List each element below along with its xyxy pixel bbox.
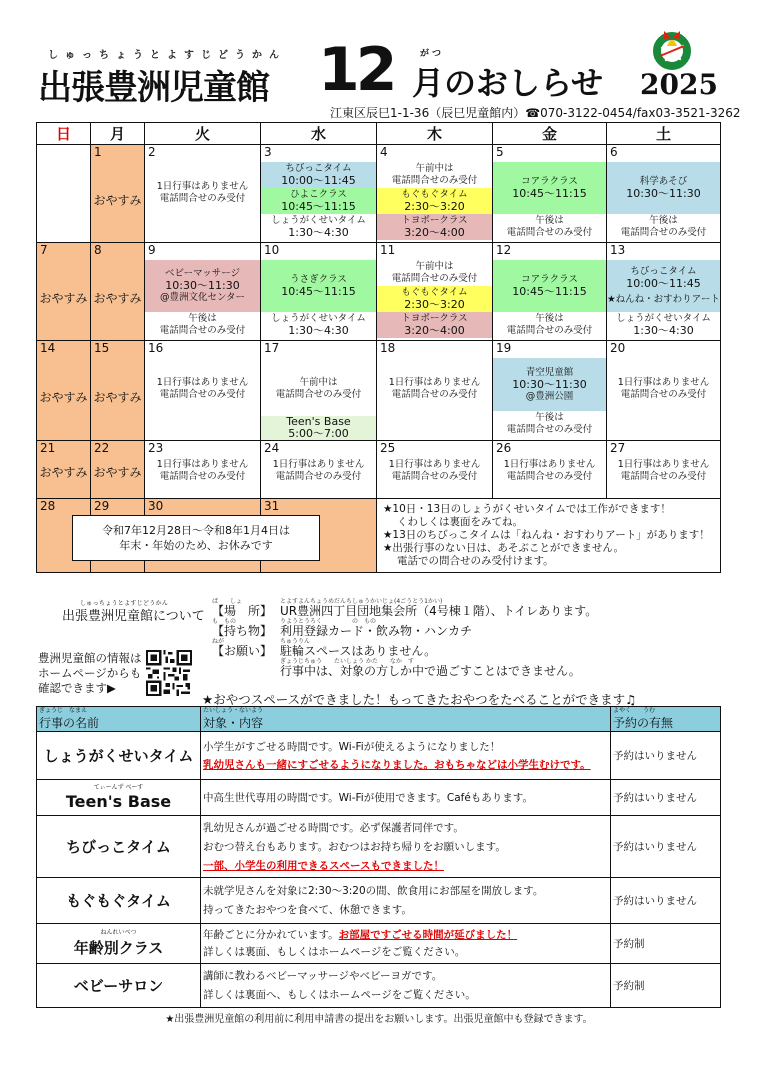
day-number: 15 — [94, 341, 110, 355]
note-line: ★13日のちびっこタイムは「ねんね・おすわりアート」があります！ — [383, 529, 710, 541]
phone-only-text: 電話問合せのみ受付 — [620, 471, 707, 482]
event-time: 10:30～11:30 — [626, 187, 701, 200]
header-furigana: たいしょう・ないよう — [203, 707, 264, 714]
no-event-text: 1日行事はありません — [388, 377, 481, 388]
event-time: 10:45～11:15 — [281, 200, 356, 213]
event-name-cell — [37, 816, 201, 878]
info-row-place — [212, 598, 732, 618]
event-koala — [493, 260, 606, 312]
event-place: @豊洲文化センター — [159, 292, 246, 303]
event-content-cell — [201, 924, 611, 964]
qr-code-icon[interactable] — [146, 650, 192, 696]
no-event-text: 1日行事はありません — [156, 459, 249, 470]
info-value: UR豊洲四丁目団地集会所（4号棟１階）、トイレあります。 — [280, 604, 598, 618]
pm-phone-only — [493, 312, 606, 338]
day-cell-13 — [607, 243, 721, 341]
table-row — [37, 964, 721, 1008]
event-name: しょうがくせいタイム — [271, 215, 366, 226]
event-koala — [493, 162, 606, 214]
phone-only-text: 電話問合せのみ受付 — [391, 471, 478, 482]
phone-only-text: 電話問合せのみ受付 — [159, 471, 246, 482]
phone-only-text: 電話問合せのみ受付 — [620, 389, 707, 400]
christmas-wreath-icon — [650, 26, 694, 70]
day-number: 18 — [380, 341, 396, 355]
footer-note: ★出張豊洲児童館の利用前に利用申請書の提出をお願いします。出張児童館中も登録できます。 — [165, 1014, 593, 1025]
title-furigana: しゅっちょうとよすじどうかん — [48, 50, 286, 61]
event-mogumogu — [377, 188, 492, 214]
content-line: 講師に教わるベビーマッサージやベビーヨガです。 — [203, 970, 443, 982]
day-number: 7 — [40, 243, 48, 257]
closed-label: おやすみ — [39, 465, 88, 479]
homepage-line: 確認できます▶ — [38, 681, 116, 695]
day-cell-18 — [377, 341, 493, 441]
event-chibikko — [607, 260, 720, 312]
event-toyobo — [377, 214, 492, 240]
month-furigana: がつ — [420, 49, 445, 59]
am-label: 午前中は — [299, 377, 338, 388]
reservation-cell: 予約制 — [611, 924, 721, 964]
closed-label: おやすみ — [93, 193, 142, 207]
event-name: 科学あそび — [639, 176, 688, 187]
event-mogumogu — [377, 286, 492, 312]
pm-label: 午後は — [535, 215, 564, 226]
header-event-name — [37, 707, 201, 732]
event-content-cell — [201, 816, 611, 878]
pm-label: 午後は — [649, 215, 678, 226]
phone-only-text: 電話問合せのみ受付 — [506, 424, 593, 435]
holiday-notice-line: 年末・年始のため、お休みです — [119, 539, 273, 552]
day-cell-23 — [145, 441, 261, 499]
table-row — [37, 878, 721, 924]
info-value: 駐輪スペースはありません。 — [280, 644, 437, 658]
day-number: 29 — [94, 499, 110, 513]
phone-only-text: 電話問合せのみ受付 — [391, 273, 478, 284]
pm-phone-only — [145, 312, 260, 338]
closed-label: おやすみ — [93, 291, 142, 305]
content-line: 小学生がすごせる時間です。Wi-Fiが使えるようになりました！ — [203, 740, 501, 753]
pm-label: 午後は — [535, 412, 564, 423]
reservation-cell: 予約はいりません — [611, 780, 721, 816]
day-number: 14 — [40, 341, 56, 355]
note-line: くわしくは裏面をみてね。 — [397, 516, 523, 528]
event-time: 3:20～4:00 — [404, 324, 465, 337]
reservation-cell: 予約制 — [611, 964, 721, 1008]
content-line: 持ってきたおやつを食べて、休憩できます。 — [203, 904, 412, 916]
day-number: 25 — [380, 441, 396, 455]
table-row — [37, 924, 721, 964]
event-usagi — [261, 260, 376, 312]
day-cell-16 — [145, 341, 261, 441]
day-number: 13 — [610, 243, 626, 257]
label-furigana: ねが — [212, 638, 225, 645]
event-name: もぐもぐタイム — [66, 892, 171, 910]
header-content — [201, 707, 611, 732]
calendar-week-3 — [37, 341, 721, 441]
info-row-belongings — [212, 618, 732, 638]
am-phone-only — [377, 162, 492, 188]
day-number: 22 — [94, 441, 110, 455]
event-place: @豊洲公園 — [525, 390, 574, 402]
closed-label: おやすみ — [39, 291, 88, 305]
event-time: 1:30～4:30 — [288, 324, 349, 337]
event-name: 青空児童館 — [525, 366, 574, 378]
day-cell-1 — [91, 145, 145, 243]
name-furigana: てぃーんず べーす — [93, 784, 144, 791]
day-cell-19 — [493, 341, 607, 441]
event-chibikko — [261, 162, 376, 188]
day-number: 11 — [380, 243, 396, 257]
day-number: 31 — [264, 499, 280, 513]
day-number: 24 — [264, 441, 280, 455]
weekday-sat: 土 — [607, 123, 721, 145]
event-toyobo — [377, 312, 492, 338]
name-furigana: ねんれいべつ — [100, 929, 137, 936]
day-cell-24 — [261, 441, 377, 499]
content-line: 詳しくは裏面、もしくはホームページをご覧ください。 — [203, 946, 466, 958]
day-cell-3 — [261, 145, 377, 243]
day-number: 27 — [610, 441, 626, 455]
am-phone-only — [261, 377, 376, 401]
day-number: 1 — [94, 145, 102, 159]
event-shogakusei — [261, 214, 376, 240]
info-label: 【お願い】 — [212, 644, 273, 658]
snack-space-notice: ★おやつスペースができました！もってきたおやつをたべることができます♫ — [202, 692, 637, 707]
events-table — [36, 706, 721, 1008]
event-name: ベビーマッサージ — [164, 268, 241, 279]
info-label: 【持ち物】 — [212, 624, 273, 638]
phone-only-text: 電話問合せのみ受付 — [506, 227, 593, 238]
table-row — [37, 732, 721, 780]
note-line: 電話での問合せのみ受付けます。 — [397, 555, 554, 567]
calendar-week-2 — [37, 243, 721, 341]
phone-only-text: 電話問合せのみ受付 — [391, 175, 478, 186]
phone-only-text: 電話問合せのみ受付 — [159, 389, 246, 400]
no-event-text: 1日行事はありません — [617, 459, 710, 470]
content-line-highlight: 乳幼児さんも一緒にすごせるようになりました。おもちゃなどは小学生むけです。 — [203, 758, 591, 771]
day-cell-4 — [377, 145, 493, 243]
weekday-thu: 木 — [377, 123, 493, 145]
event-shogakusei — [607, 312, 720, 338]
no-event-text: 1日行事はありません — [272, 459, 365, 470]
event-name: ひよこクラス — [290, 189, 347, 200]
year-label: 2025 — [640, 68, 718, 101]
month-number: 12 — [318, 35, 394, 105]
day-number: 20 — [610, 341, 626, 355]
day-number: 6 — [610, 145, 618, 159]
day-number: 28 — [40, 499, 56, 513]
day-cell-7 — [37, 243, 91, 341]
value-furigana: とよすよんちょうめだんちしゅうかいじょ(4ごうとう1かい) — [280, 598, 443, 605]
table-row — [37, 780, 721, 816]
event-name: コアラクラス — [521, 274, 578, 285]
note-line: ★10日・13日のしょうがくせいタイムでは工作ができます！ — [383, 503, 671, 515]
day-number: 10 — [264, 243, 280, 257]
event-content-cell — [201, 732, 611, 780]
pm-label: 午後は — [188, 313, 217, 324]
phone-only-text: 電話問合せのみ受付 — [159, 193, 246, 204]
day-cell-14 — [37, 341, 91, 441]
event-time: 10:30～11:30 — [165, 279, 240, 292]
closed-label: おやすみ — [93, 390, 142, 404]
day-cell-11 — [377, 243, 493, 341]
reservation-cell: 予約はいりません — [611, 878, 721, 924]
day-number: 3 — [264, 145, 272, 159]
event-aozora — [493, 358, 606, 411]
event-name: ちびっこタイム — [285, 163, 352, 174]
phone-only-text: 電話問合せのみ受付 — [275, 389, 362, 400]
event-name-cell — [37, 924, 201, 964]
event-name-cell — [37, 878, 201, 924]
event-content-cell — [201, 964, 611, 1008]
day-number: 9 — [148, 243, 156, 257]
day-cell-2 — [145, 145, 261, 243]
value-furigana: りようとうろく の もの — [280, 618, 377, 625]
event-name: 年齢別クラス — [73, 939, 164, 957]
content-line: おむつ替え台もあります。おむつはお持ち帰りをお願いします。 — [203, 840, 506, 853]
label-furigana: ば しょ — [212, 598, 243, 605]
reservation-cell: 予約はいりません — [611, 732, 721, 780]
event-content-cell — [201, 878, 611, 924]
day-cell-8 — [91, 243, 145, 341]
day-number: 12 — [496, 243, 512, 257]
phone-only-text: 電話問合せのみ受付 — [506, 471, 593, 482]
event-name: しょうがくせいタイム — [43, 747, 194, 765]
event-time: 5:00～7:00 — [288, 427, 349, 440]
calendar-table — [36, 122, 721, 573]
no-event-text: 1日行事はありません — [503, 459, 596, 470]
event-content-cell — [201, 780, 611, 816]
weekday-sun: 日 — [37, 123, 91, 145]
header-label: 予約の有無 — [613, 716, 674, 730]
calendar-week-1 — [37, 145, 721, 243]
no-event-text: 1日行事はありません — [156, 181, 249, 192]
weekday-header-row — [37, 123, 721, 145]
event-time: 1:30～4:30 — [633, 324, 694, 337]
am-phone-only — [377, 260, 492, 286]
pm-phone-only — [493, 214, 606, 240]
day-number: 23 — [148, 441, 164, 455]
day-cell-15 — [91, 341, 145, 441]
about-furigana: しゅっちょうとよすじどうかん — [80, 600, 169, 607]
content-line-highlight: 一部、小学生の利用できるスペースもできました！ — [203, 859, 444, 872]
no-event-text: 1日行事はありません — [156, 377, 249, 388]
day-cell-20 — [607, 341, 721, 441]
phone-only-text: 電話問合せのみ受付 — [620, 227, 707, 238]
day-cell-17 — [261, 341, 377, 441]
closed-label: おやすみ — [93, 465, 142, 479]
event-name: ベビーサロン — [73, 977, 164, 995]
event-extra: ★ねんね・おすわりアート — [607, 294, 720, 305]
day-number: 8 — [94, 243, 102, 257]
weekday-mon: 月 — [91, 123, 145, 145]
event-name: ちびっこタイム — [66, 838, 171, 856]
event-time: 2:30～3:20 — [404, 200, 465, 213]
phone-only-text: 電話問合せのみ受付 — [159, 325, 246, 336]
info-row-request-2 — [212, 658, 732, 678]
phone-only-text: 電話問合せのみ受付 — [506, 325, 593, 336]
day-number: 26 — [496, 441, 512, 455]
event-time: 10:00～11:45 — [281, 174, 356, 187]
pm-phone-only — [493, 411, 606, 437]
homepage-line: ホームページからも — [38, 666, 142, 680]
value-furigana: ちゅうりん — [280, 638, 311, 645]
calendar-week-4 — [37, 441, 721, 499]
day-cell-9 — [145, 243, 261, 341]
header-label: 行事の名前 — [39, 716, 100, 730]
table-row — [37, 816, 721, 878]
homepage-line: 豊洲児童館の情報は — [38, 651, 142, 665]
events-header-row — [37, 707, 721, 732]
event-name: トヨボークラス — [401, 313, 468, 324]
info-value: 利用登録カード・飲み物・ハンカチ — [280, 624, 473, 638]
day-number: 16 — [148, 341, 164, 355]
page-title: 出張豊洲児童館 — [38, 68, 269, 108]
event-name: もぐもぐタイム — [401, 287, 468, 298]
event-teens-base — [261, 416, 376, 440]
day-number: 19 — [496, 341, 512, 355]
day-number: 21 — [40, 441, 56, 455]
about-title: 出張豊洲児童館について — [62, 609, 205, 624]
day-number: 5 — [496, 145, 504, 159]
day-cell-5 — [493, 145, 607, 243]
month-title: 月のおしらせ — [412, 64, 604, 102]
content-line: 乳幼児さんが過ごせる時間です。必ず保護者同伴です。 — [203, 821, 464, 834]
day-cell-26 — [493, 441, 607, 499]
weekday-wed: 水 — [261, 123, 377, 145]
event-name-cell — [37, 780, 201, 816]
note-line: ★出張行事のない日は、あそぶことができません。 — [383, 542, 625, 554]
pm-label: 午後は — [535, 313, 564, 324]
content-line-highlight: お部屋ですごせる時間が延びました！ — [338, 929, 518, 941]
content-line: 未就学児さんを対象に2:30～3:20の間、飲食用にお部屋を開放します。 — [203, 885, 544, 897]
event-time: 10:45～11:15 — [281, 285, 356, 298]
day-cell-22 — [91, 441, 145, 499]
event-time: 10:30～11:30 — [512, 377, 587, 391]
event-name: トヨボークラス — [401, 215, 468, 226]
header-reservation — [611, 707, 721, 732]
day-cell-21 — [37, 441, 91, 499]
no-event-text: 1日行事はありません — [617, 377, 710, 388]
day-number: 2 — [148, 145, 156, 159]
day-cell-empty — [37, 145, 91, 243]
calendar-notes — [377, 499, 721, 573]
event-name: ちびっこタイム — [630, 266, 697, 277]
holiday-notice-line: 令和7年12月28日～令和8年1月4日は — [102, 524, 290, 537]
event-name-cell — [37, 732, 201, 780]
pm-phone-only — [607, 214, 720, 240]
header-furigana: ぎょうじ なまえ — [39, 707, 88, 714]
event-time: 2:30～3:20 — [404, 298, 465, 311]
content-line: 中高生世代専用の時間です。Wi-Fiが使用できます。Caféもあります。 — [203, 791, 533, 804]
event-time: 10:45～11:15 — [512, 187, 587, 200]
label-furigana: も もの — [212, 618, 237, 625]
event-kagaku — [607, 162, 720, 214]
event-time: 3:20～4:00 — [404, 226, 465, 239]
day-number: 4 — [380, 145, 388, 159]
closed-label: おやすみ — [39, 390, 88, 404]
day-cell-27 — [607, 441, 721, 499]
header-label: 対象・内容 — [203, 716, 264, 730]
event-name: うさぎクラス — [290, 274, 347, 285]
phone-only-text: 電話問合せのみ受付 — [391, 389, 478, 400]
header-furigana: よやく うむ — [613, 707, 656, 714]
day-cell-10 — [261, 243, 377, 341]
event-name: Teen's Base — [65, 792, 172, 811]
event-hiyoko — [261, 188, 376, 214]
info-label: 【場 所】 — [212, 604, 273, 618]
day-cell-25 — [377, 441, 493, 499]
event-shogakusei — [261, 312, 376, 338]
am-label: 午前中は — [415, 261, 454, 272]
day-number: 17 — [264, 341, 280, 355]
event-name: コアラクラス — [521, 176, 578, 187]
holiday-notice — [72, 515, 320, 561]
am-label: 午前中は — [415, 163, 454, 174]
day-number: 30 — [148, 499, 164, 513]
weekday-fri: 金 — [493, 123, 607, 145]
event-time: 10:00～11:45 — [626, 277, 701, 290]
weekday-tue: 火 — [145, 123, 261, 145]
event-name: もぐもぐタイム — [401, 189, 468, 200]
homepage-notice — [38, 651, 142, 696]
event-name: Teen's Base — [286, 415, 351, 428]
event-name: しょうがくせいタイム — [271, 313, 366, 324]
event-baby-massage — [145, 260, 260, 312]
phone-only-text: 電話問合せのみ受付 — [275, 471, 362, 482]
address-contact: 江東区辰巳1-1-36（辰巳児童館内）☎070-3122-0454/fax03-3521-3262 — [330, 106, 741, 120]
info-list — [212, 598, 732, 678]
value-furigana: ぎょうじちゅう たいしょう かた なか す — [280, 658, 414, 665]
content-line: 年齢ごとに分かれています。 — [203, 929, 339, 941]
event-time: 10:45～11:15 — [512, 285, 587, 298]
event-name-cell — [37, 964, 201, 1008]
content-line: 詳しくは裏面へ、もしくはホームページをご覧ください。 — [203, 989, 476, 1001]
reservation-cell: 予約はいりません — [611, 816, 721, 878]
no-event-text: 1日行事はありません — [388, 459, 481, 470]
info-value: 行事中は、対象の方しか中で過ごすことはできません。 — [280, 664, 581, 678]
info-row-request — [212, 638, 732, 658]
day-cell-12 — [493, 243, 607, 341]
day-cell-6 — [607, 145, 721, 243]
event-name: しょうがくせいタイム — [616, 313, 711, 324]
event-time: 1:30～4:30 — [288, 226, 349, 239]
